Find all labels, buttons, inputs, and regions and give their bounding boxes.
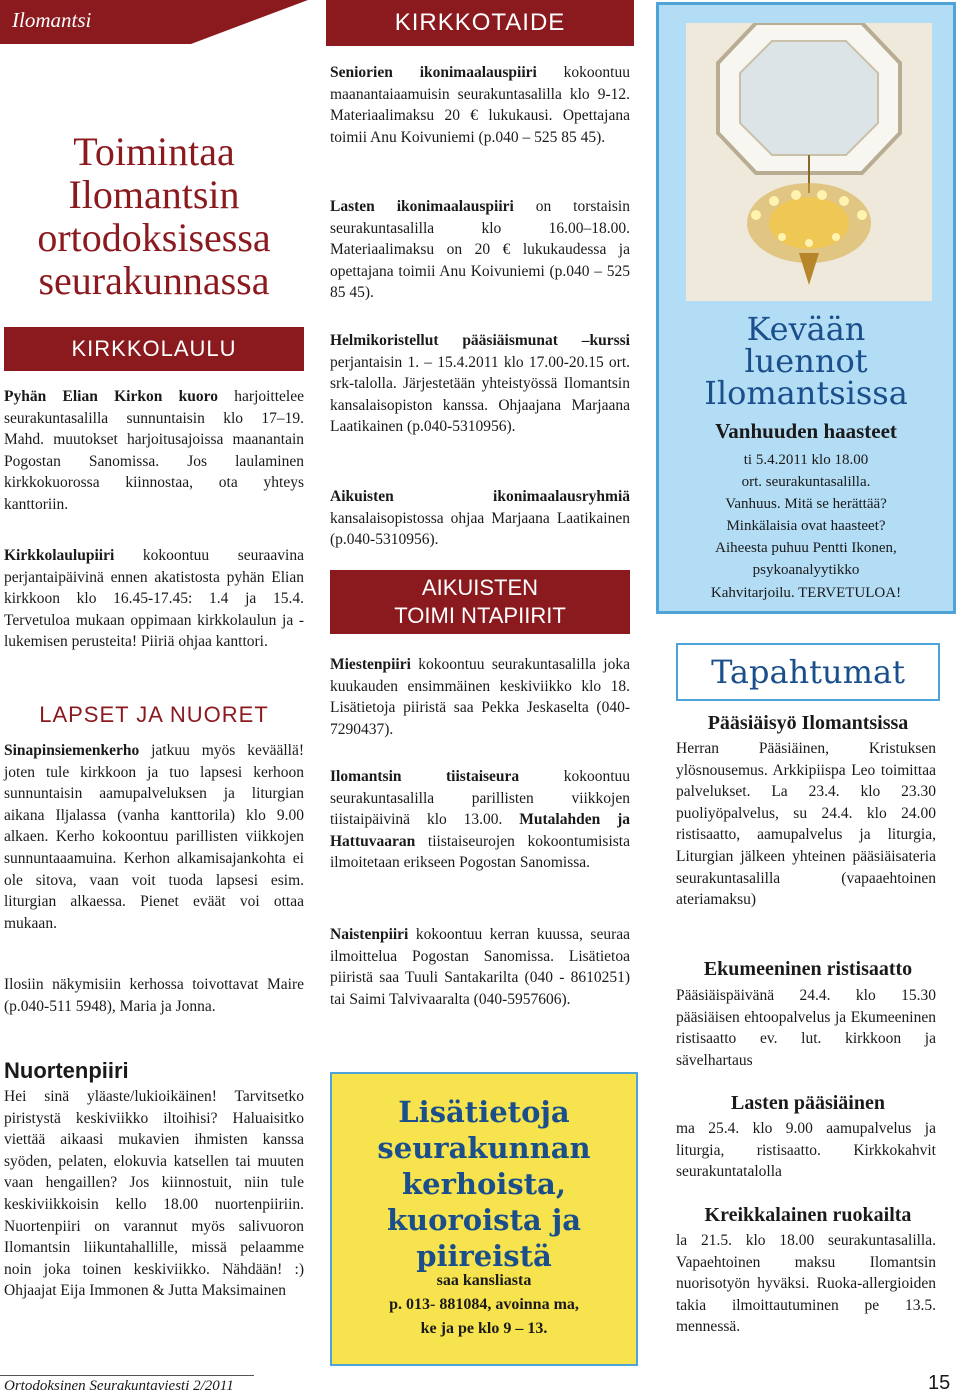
luennot-details: ti 5.4.2011 klo 18.00 ort. seurakuntasalilla. Vanhuus. Mitä se herättää? Minkälaisia ovat haasteet? Aiheesta puhuu Pentti Ikonen, psykoanalyytikko: [715, 452, 897, 578]
event-text: Pääsiäispäivänä 24.4. klo 15.30 pääsiäisen ehtoopalvelus ja Ekumeeninen ristisaatto ev. lut. kirkkoon ja sävelhartaus: [676, 987, 936, 1069]
page-title: Toimintaa Ilomantsin ortodoksisessa seurakunnassa: [37, 129, 271, 303]
kirkkotaide-p2: Lasten ikonimaalauspiiri on torstaisin seurakuntasalilla klo 16.00–18.00. Materiaalimaksu on 20 € lukukaudessa ja opettajana toimii Anu Koivuniemi (p.040 – 525 85 45).: [330, 198, 630, 302]
aikuiset-p3: Naistenpiiri kokoontuu kerran kuussa, seuraa ilmoittelua Pogostan Sanomissa. Lisätietoa piiristä saa Tuuli Santakarilta (040 - 8610251) tai Saimi Talvivaaralta (040-5957606).: [330, 926, 630, 1008]
aikuiset-p2: Ilomantsin tiistaiseura kokoontuu seurakuntasalilla parillisten viikkojen tiistaipäivinä klo 13.00. Mutalahden ja Hattuvaaran tiistaiseurojen kokoontumisista ilmoitetaan erikseen Pogostan Sanomissa.: [330, 768, 630, 872]
event-text: ma 25.4. klo 9.00 aamupalvelus ja liturgia, ristisaatto. Kirkkokahvit seurakuntatalolla: [676, 1120, 936, 1181]
lapset-heading: LAPSET JA NUORET: [39, 702, 269, 727]
event-title: Lasten pääsiäinen: [731, 1092, 885, 1114]
aikuiset-p1: Miestenpiiri kokoontuu seurakuntasalilla joka kuukauden ensimmäinen keskiviikko klo 18. Lisätietoja piiristä saa Pekka Jeskaselta (040-7290437).: [330, 656, 630, 738]
luennot-title: Kevään luennot Ilomantsissa: [704, 310, 908, 412]
footer-publication: Ortodoksinen Seurakuntaviesti 2/2011: [4, 1378, 234, 1394]
event-text: Herran Pääsiäinen, Kristuksen ylösnousemus. Arkkipiispa Leo toimittaa palvelukset. La 23.4. klo 23.30 puoliyöpalvelus, su 24.4. klo 24.00 ristisaatto, aamupalvelus ja liturgia, Liturgian jälkeen yhteinen pääsiäisateria seurakuntasalilla (vapaaehtoinen ateriamaksu): [676, 740, 936, 909]
lapset-p2: Ilosiin näkymisiin kerhossa toivottavat Maire (p.040-511 5948), Maria ja Jonna.: [4, 976, 304, 1015]
event-text: la 21.5. klo 18.00 seurakuntasalilla. Vapaehtoinen maksu Ilomantsin nuorisotyön hyväksi. Ruoka-allergioiden takia ilmoittautuminen pe 13.5. mennessä.: [676, 1232, 936, 1336]
kirkkotaide-heading: KIRKKOTAIDE: [326, 0, 634, 46]
kirkkolaulu-p2: Kirkkolaulupiiri kokoontuu seuraavina perjantaipäivinä ennen akatistosta pyhän Elian kirkkoon klo 16.45-17.45: 1.4 ja 15.4. Tervetuloa mukaan oppimaan kirkkolaulun ja -lukemisen perusteita! Piiriä ohjaa kanttori.: [4, 547, 304, 651]
kirkkotaide-p4: Aikuisten ikonimaalausryhmiä kansalaisopistossa ohjaa Marjaana Laatikainen (p.040-5310956).: [330, 488, 630, 549]
lisatietoja-box: [330, 1072, 638, 1366]
kirkkotaide-p1: Seniorien ikonimaalauspiiri kokoontuu maanantaiaamuisin seurakuntasalilla klo 9-12. Materiaalimaksu 20 € lukukausi. Opettajana toimii Anu Koivuniemi (p.040 – 525 85 45).: [330, 64, 630, 146]
luennot-box: [656, 2, 956, 614]
event-title: Ekumeeninen ristisaatto: [703, 958, 913, 980]
aikuiset-heading: AIKUISTEN TOIMI NTAPIIRIT: [330, 570, 630, 634]
luennot-welcome: Kahvitarjoilu. TERVETULOA!: [710, 585, 902, 601]
page-number: 15: [928, 1372, 951, 1394]
footer-divider: [0, 1375, 254, 1376]
chandelier-photo: [686, 23, 932, 301]
tapahtumat-heading: Tapahtumat: [676, 643, 940, 701]
kirkkotaide-p3: Helmikoristellut pääsiäismunat –kurssi perjantaisin 1. – 15.4.2011 klo 17.00-20.15 ort. srk-talolla. Järjestetään yhteistyössä Ilomantsin kansalaisopiston kanssa. Ohjaajana Marjaana Laatikainen (p.040-5310956).: [330, 332, 630, 436]
lisatietoja-heading: Lisätietoja seurakunnan kerhoista, kuoroista ja piireistä: [377, 1095, 591, 1273]
lapset-p1: Sinapinsiemenkerho jatkuu myös keväällä! joten tule kirkkoon ja tuo lapsesi kerhoon sunnuntaisin aamupalveluksen ja liturgian aikana Iljalassa (vanha kanttorila) klo 9.00 alkaen. Kerho kokoontuu parillisten viikkojen sunnuntaaamuina. Kerhon alkamisajankohta ei ole sitova, vaan voit tuoda lapsesi esim. liturgian alkaessa. Pienet eväät voi ottaa mukaan.: [4, 742, 304, 932]
lisatietoja-contact: saa kansliasta p. 013- 881084, avoinna ma, ke ja pe klo 9 – 13.: [389, 1272, 579, 1337]
nuortenpiiri-text: Hei sinä yläaste/lukioikäinen! Tarvitsetko piristystä keskiviikko iltoihisi? Haluaisitko viettää aikaasi mukavien ihmisten kanssa syöden, pelaten, elokuvia katsellen tai muuten vaan hengaillen? Jos kiinnostuit, niin tule keskiviikkoisin kello 18.00 nuortenpiiriin. Nuortenpiiri on varannut myös salivuoron Ilomantsin liikuntahallille, missä pelaamme noin joka toinen keskiviikko. Nähdään! :) Ohjaajat Eija Immonen & Jutta Maksimainen: [4, 1088, 304, 1300]
luennot-subtitle: Vanhuuden haasteet: [715, 419, 897, 443]
section-tab-label: Ilomantsi: [12, 8, 92, 32]
kirkkolaulu-p1: Pyhän Elian Kirkon kuoro harjoittelee seurakuntasalilla sunnuntaisin klo 17–19. Mahd. muutokset harjoitusajoissa maanantain Pogostan Sanomissa. Jos laulaminen kirkkokuorossa kiinnostaa, ota yhteys kanttoriin.: [4, 388, 304, 513]
chandelier-image: [686, 23, 932, 301]
nuortenpiiri-heading: Nuortenpiiri: [4, 1058, 129, 1083]
event-title: Kreikkalainen ruokailta: [704, 1204, 912, 1226]
event-title: Pääsiäisyö Ilomantsissa: [707, 712, 909, 734]
kirkkolaulu-heading: KIRKKOLAULU: [4, 327, 304, 371]
